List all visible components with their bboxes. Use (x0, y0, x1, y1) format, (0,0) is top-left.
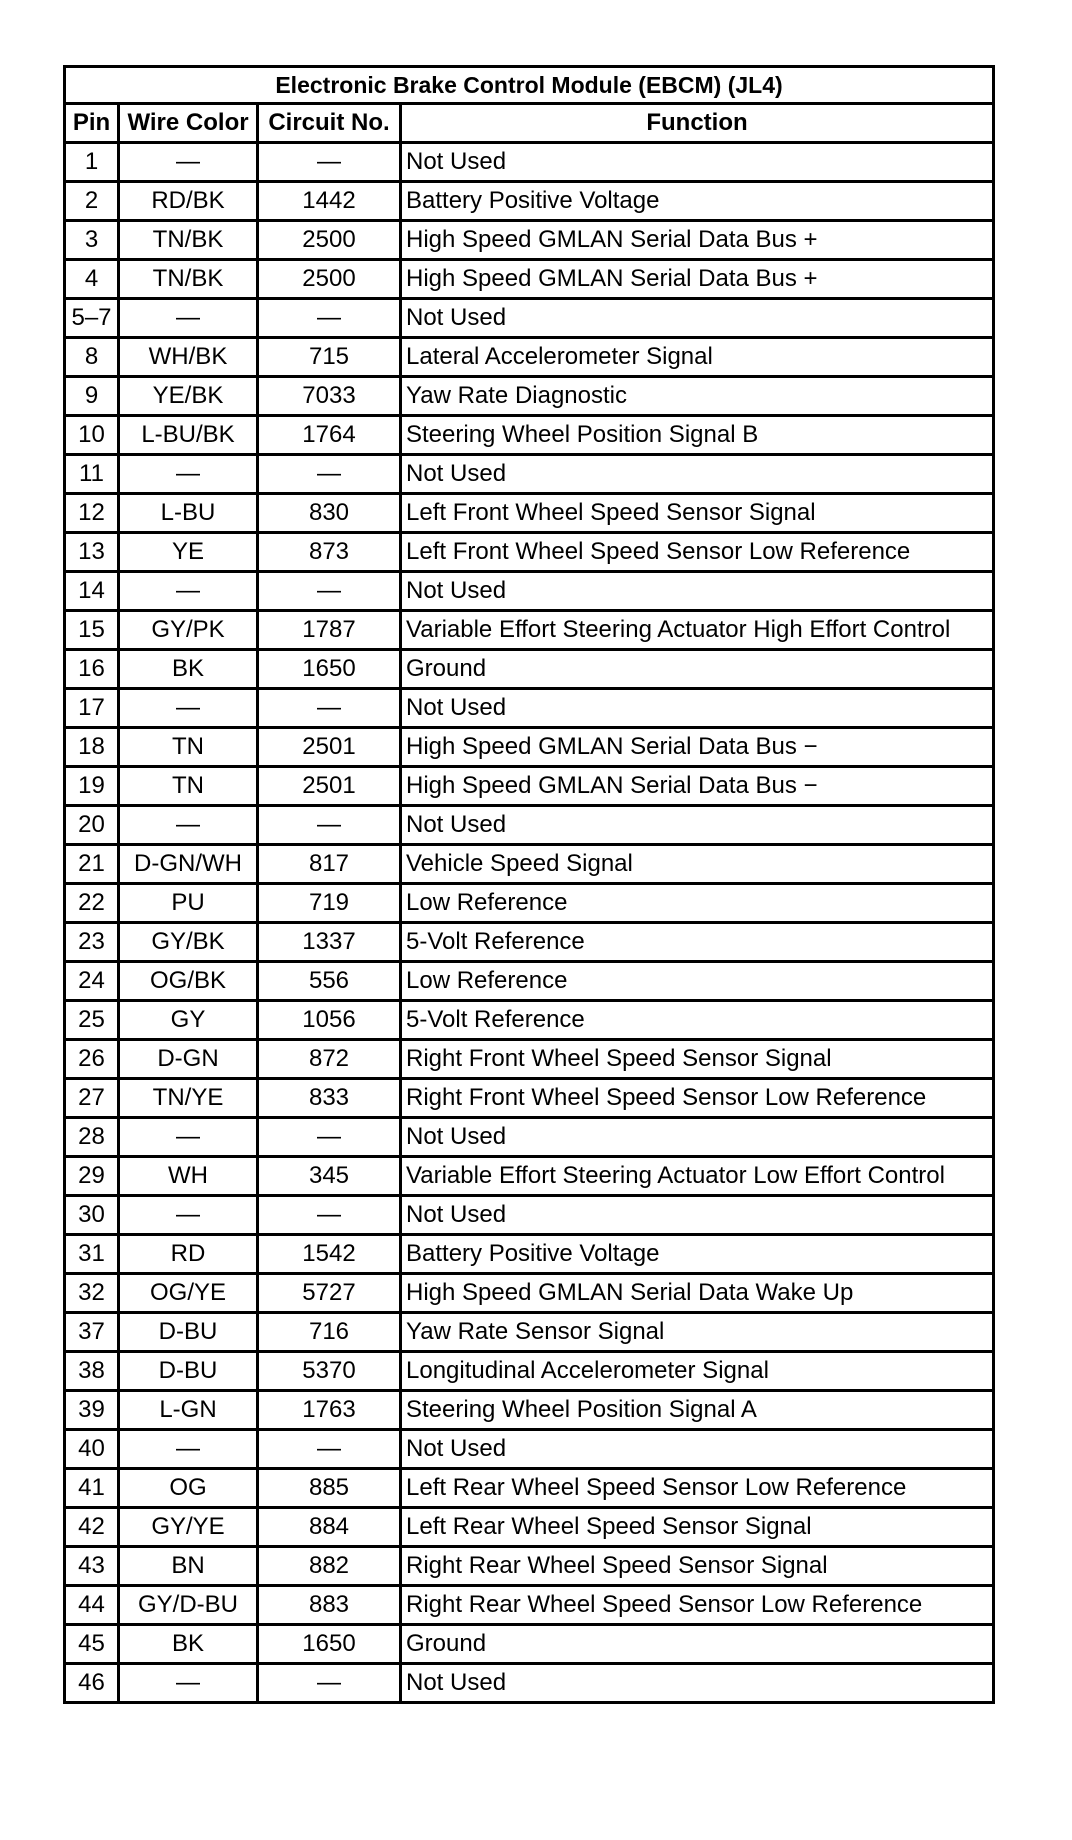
circuit-number-cell: 715 (258, 338, 401, 377)
circuit-number-cell: 1542 (258, 1235, 401, 1274)
table-row (65, 182, 994, 221)
pin-cell: 4 (65, 260, 119, 299)
function-cell: Not Used (401, 572, 994, 611)
table-row (65, 1040, 994, 1079)
function-cell: Right Front Wheel Speed Sensor Low Reference (401, 1079, 994, 1118)
table-row (65, 1391, 994, 1430)
pin-cell: 37 (65, 1313, 119, 1352)
pin-cell: 9 (65, 377, 119, 416)
pin-cell: 19 (65, 767, 119, 806)
function-cell: Right Front Wheel Speed Sensor Signal (401, 1040, 994, 1079)
function-cell: Low Reference (401, 884, 994, 923)
pin-cell: 45 (65, 1625, 119, 1664)
circuit-number-cell: 1056 (258, 1001, 401, 1040)
function-cell: Ground (401, 1625, 994, 1664)
function-cell: Left Rear Wheel Speed Sensor Signal (401, 1508, 994, 1547)
function-cell: Not Used (401, 806, 994, 845)
circuit-number-cell: 2501 (258, 767, 401, 806)
pin-cell: 30 (65, 1196, 119, 1235)
circuit-number-cell: — (258, 455, 401, 494)
function-cell: 5-Volt Reference (401, 1001, 994, 1040)
function-cell: 5-Volt Reference (401, 923, 994, 962)
pin-cell: 17 (65, 689, 119, 728)
function-cell: Low Reference (401, 962, 994, 1001)
table-row (65, 923, 994, 962)
table-row (65, 1586, 994, 1625)
circuit-number-cell: 2500 (258, 221, 401, 260)
function-cell: Not Used (401, 455, 994, 494)
wire-color-cell: WH (119, 1157, 258, 1196)
table-row (65, 338, 994, 377)
circuit-number-cell: — (258, 143, 401, 182)
function-cell: Not Used (401, 1664, 994, 1703)
header-pin: Pin (65, 104, 119, 143)
circuit-number-cell: 833 (258, 1079, 401, 1118)
table-row (65, 416, 994, 455)
wire-color-cell: D-GN (119, 1040, 258, 1079)
wire-color-cell: — (119, 299, 258, 338)
wire-color-cell: L-GN (119, 1391, 258, 1430)
wire-color-cell: WH/BK (119, 338, 258, 377)
wire-color-cell: — (119, 455, 258, 494)
pin-cell: 24 (65, 962, 119, 1001)
wire-color-cell: BN (119, 1547, 258, 1586)
function-cell: Variable Effort Steering Actuator High Effort Control (401, 611, 994, 650)
pin-cell: 1 (65, 143, 119, 182)
function-cell: Left Front Wheel Speed Sensor Low Reference (401, 533, 994, 572)
circuit-number-cell: 1442 (258, 182, 401, 221)
wire-color-cell: OG (119, 1469, 258, 1508)
wire-color-cell: — (119, 1196, 258, 1235)
function-cell: Lateral Accelerometer Signal (401, 338, 994, 377)
pin-cell: 25 (65, 1001, 119, 1040)
circuit-number-cell: 345 (258, 1157, 401, 1196)
pin-cell: 15 (65, 611, 119, 650)
wire-color-cell: GY/D-BU (119, 1586, 258, 1625)
circuit-number-cell: 1763 (258, 1391, 401, 1430)
circuit-number-cell: — (258, 299, 401, 338)
table-row (65, 377, 994, 416)
pin-cell: 38 (65, 1352, 119, 1391)
wire-color-cell: — (119, 806, 258, 845)
function-cell: Right Rear Wheel Speed Sensor Low Reference (401, 1586, 994, 1625)
pin-cell: 11 (65, 455, 119, 494)
table-row (65, 806, 994, 845)
function-cell: Not Used (401, 299, 994, 338)
pin-cell: 29 (65, 1157, 119, 1196)
function-cell: Vehicle Speed Signal (401, 845, 994, 884)
pin-cell: 5–7 (65, 299, 119, 338)
table-row (65, 1664, 994, 1703)
table-title-row (65, 67, 994, 104)
table-row (65, 767, 994, 806)
pin-cell: 18 (65, 728, 119, 767)
pin-cell: 39 (65, 1391, 119, 1430)
pin-cell: 10 (65, 416, 119, 455)
circuit-number-cell: 556 (258, 962, 401, 1001)
function-cell: Longitudinal Accelerometer Signal (401, 1352, 994, 1391)
function-cell: High Speed GMLAN Serial Data Bus − (401, 728, 994, 767)
wire-color-cell: D-GN/WH (119, 845, 258, 884)
table-row (65, 455, 994, 494)
pin-cell: 16 (65, 650, 119, 689)
wire-color-cell: L-BU (119, 494, 258, 533)
wire-color-cell: — (119, 1664, 258, 1703)
table-row (65, 962, 994, 1001)
table-row (65, 650, 994, 689)
circuit-number-cell: 817 (258, 845, 401, 884)
table-header-row (65, 104, 994, 143)
wire-color-cell: BK (119, 650, 258, 689)
wire-color-cell: RD (119, 1235, 258, 1274)
circuit-number-cell: 882 (258, 1547, 401, 1586)
table-row (65, 1547, 994, 1586)
function-cell: Left Front Wheel Speed Sensor Signal (401, 494, 994, 533)
wire-color-cell: — (119, 1118, 258, 1157)
function-cell: Not Used (401, 1196, 994, 1235)
wire-color-cell: — (119, 572, 258, 611)
table-title: Electronic Brake Control Module (EBCM) (JL4) (65, 67, 994, 104)
table-row (65, 1469, 994, 1508)
wire-color-cell: — (119, 1430, 258, 1469)
wire-color-cell: OG/BK (119, 962, 258, 1001)
wire-color-cell: YE (119, 533, 258, 572)
pin-cell: 43 (65, 1547, 119, 1586)
wire-color-cell: TN/BK (119, 221, 258, 260)
function-cell: High Speed GMLAN Serial Data Bus − (401, 767, 994, 806)
function-cell: Left Rear Wheel Speed Sensor Low Reference (401, 1469, 994, 1508)
circuit-number-cell: 1764 (258, 416, 401, 455)
pin-cell: 3 (65, 221, 119, 260)
pin-cell: 2 (65, 182, 119, 221)
pin-cell: 26 (65, 1040, 119, 1079)
pin-cell: 40 (65, 1430, 119, 1469)
wire-color-cell: D-BU (119, 1313, 258, 1352)
pin-cell: 32 (65, 1274, 119, 1313)
function-cell: Not Used (401, 143, 994, 182)
pin-cell: 14 (65, 572, 119, 611)
table-row (65, 1118, 994, 1157)
table-row (65, 533, 994, 572)
pin-cell: 44 (65, 1586, 119, 1625)
table-row (65, 1235, 994, 1274)
circuit-number-cell: 5370 (258, 1352, 401, 1391)
function-cell: Battery Positive Voltage (401, 1235, 994, 1274)
function-cell: Yaw Rate Diagnostic (401, 377, 994, 416)
function-cell: Steering Wheel Position Signal A (401, 1391, 994, 1430)
function-cell: High Speed GMLAN Serial Data Bus + (401, 221, 994, 260)
function-cell: Steering Wheel Position Signal B (401, 416, 994, 455)
pin-cell: 13 (65, 533, 119, 572)
function-cell: Variable Effort Steering Actuator Low Effort Control (401, 1157, 994, 1196)
table-row (65, 845, 994, 884)
table-row (65, 572, 994, 611)
table-row (65, 1313, 994, 1352)
wire-color-cell: L-BU/BK (119, 416, 258, 455)
pin-cell: 21 (65, 845, 119, 884)
table-row (65, 728, 994, 767)
function-cell: Not Used (401, 689, 994, 728)
wire-color-cell: TN/YE (119, 1079, 258, 1118)
circuit-number-cell: 7033 (258, 377, 401, 416)
wire-color-cell: GY/BK (119, 923, 258, 962)
table-row (65, 1157, 994, 1196)
function-cell: High Speed GMLAN Serial Data Wake Up (401, 1274, 994, 1313)
table-row (65, 143, 994, 182)
pin-cell: 12 (65, 494, 119, 533)
circuit-number-cell: 873 (258, 533, 401, 572)
wire-color-cell: — (119, 689, 258, 728)
circuit-number-cell: 5727 (258, 1274, 401, 1313)
circuit-number-cell: 1650 (258, 1625, 401, 1664)
circuit-number-cell: 2500 (258, 260, 401, 299)
pin-cell: 20 (65, 806, 119, 845)
wire-color-cell: OG/YE (119, 1274, 258, 1313)
wire-color-cell: TN/BK (119, 260, 258, 299)
pin-cell: 23 (65, 923, 119, 962)
pin-cell: 27 (65, 1079, 119, 1118)
wire-color-cell: GY/YE (119, 1508, 258, 1547)
header-wire-color: Wire Color (119, 104, 258, 143)
circuit-number-cell: — (258, 572, 401, 611)
circuit-number-cell: — (258, 1118, 401, 1157)
circuit-number-cell: — (258, 1196, 401, 1235)
wire-color-cell: RD/BK (119, 182, 258, 221)
circuit-number-cell: 2501 (258, 728, 401, 767)
header-circuit-number: Circuit No. (258, 104, 401, 143)
function-cell: Yaw Rate Sensor Signal (401, 1313, 994, 1352)
function-cell: Not Used (401, 1118, 994, 1157)
table-body (65, 143, 994, 1703)
function-cell: Right Rear Wheel Speed Sensor Signal (401, 1547, 994, 1586)
pin-cell: 22 (65, 884, 119, 923)
table-row (65, 884, 994, 923)
circuit-number-cell: — (258, 806, 401, 845)
wire-color-cell: — (119, 143, 258, 182)
table-row (65, 299, 994, 338)
circuit-number-cell: — (258, 689, 401, 728)
circuit-number-cell: 830 (258, 494, 401, 533)
circuit-number-cell: 719 (258, 884, 401, 923)
circuit-number-cell: 716 (258, 1313, 401, 1352)
table-row (65, 260, 994, 299)
pin-cell: 42 (65, 1508, 119, 1547)
pin-cell: 46 (65, 1664, 119, 1703)
pin-cell: 41 (65, 1469, 119, 1508)
circuit-number-cell: 1337 (258, 923, 401, 962)
table-row (65, 611, 994, 650)
table-row (65, 1274, 994, 1313)
table-row (65, 1430, 994, 1469)
circuit-number-cell: 884 (258, 1508, 401, 1547)
circuit-number-cell: 1787 (258, 611, 401, 650)
circuit-number-cell: — (258, 1664, 401, 1703)
wire-color-cell: GY (119, 1001, 258, 1040)
circuit-number-cell: 872 (258, 1040, 401, 1079)
table-row (65, 494, 994, 533)
function-cell: Battery Positive Voltage (401, 182, 994, 221)
table-row (65, 221, 994, 260)
table-row (65, 1196, 994, 1235)
table-row (65, 689, 994, 728)
wire-color-cell: TN (119, 767, 258, 806)
function-cell: Ground (401, 650, 994, 689)
circuit-number-cell: 885 (258, 1469, 401, 1508)
table-row (65, 1352, 994, 1391)
wire-color-cell: YE/BK (119, 377, 258, 416)
pin-cell: 8 (65, 338, 119, 377)
circuit-number-cell: 883 (258, 1586, 401, 1625)
circuit-number-cell: 1650 (258, 650, 401, 689)
circuit-number-cell: — (258, 1430, 401, 1469)
pin-cell: 28 (65, 1118, 119, 1157)
function-cell: Not Used (401, 1430, 994, 1469)
connector-pinout-table (63, 65, 995, 1704)
table-row (65, 1508, 994, 1547)
wire-color-cell: BK (119, 1625, 258, 1664)
wire-color-cell: TN (119, 728, 258, 767)
function-cell: High Speed GMLAN Serial Data Bus + (401, 260, 994, 299)
wire-color-cell: GY/PK (119, 611, 258, 650)
wire-color-cell: PU (119, 884, 258, 923)
wire-color-cell: D-BU (119, 1352, 258, 1391)
table-row (65, 1625, 994, 1664)
pin-cell: 31 (65, 1235, 119, 1274)
table-row (65, 1079, 994, 1118)
table-row (65, 1001, 994, 1040)
header-function: Function (401, 104, 994, 143)
